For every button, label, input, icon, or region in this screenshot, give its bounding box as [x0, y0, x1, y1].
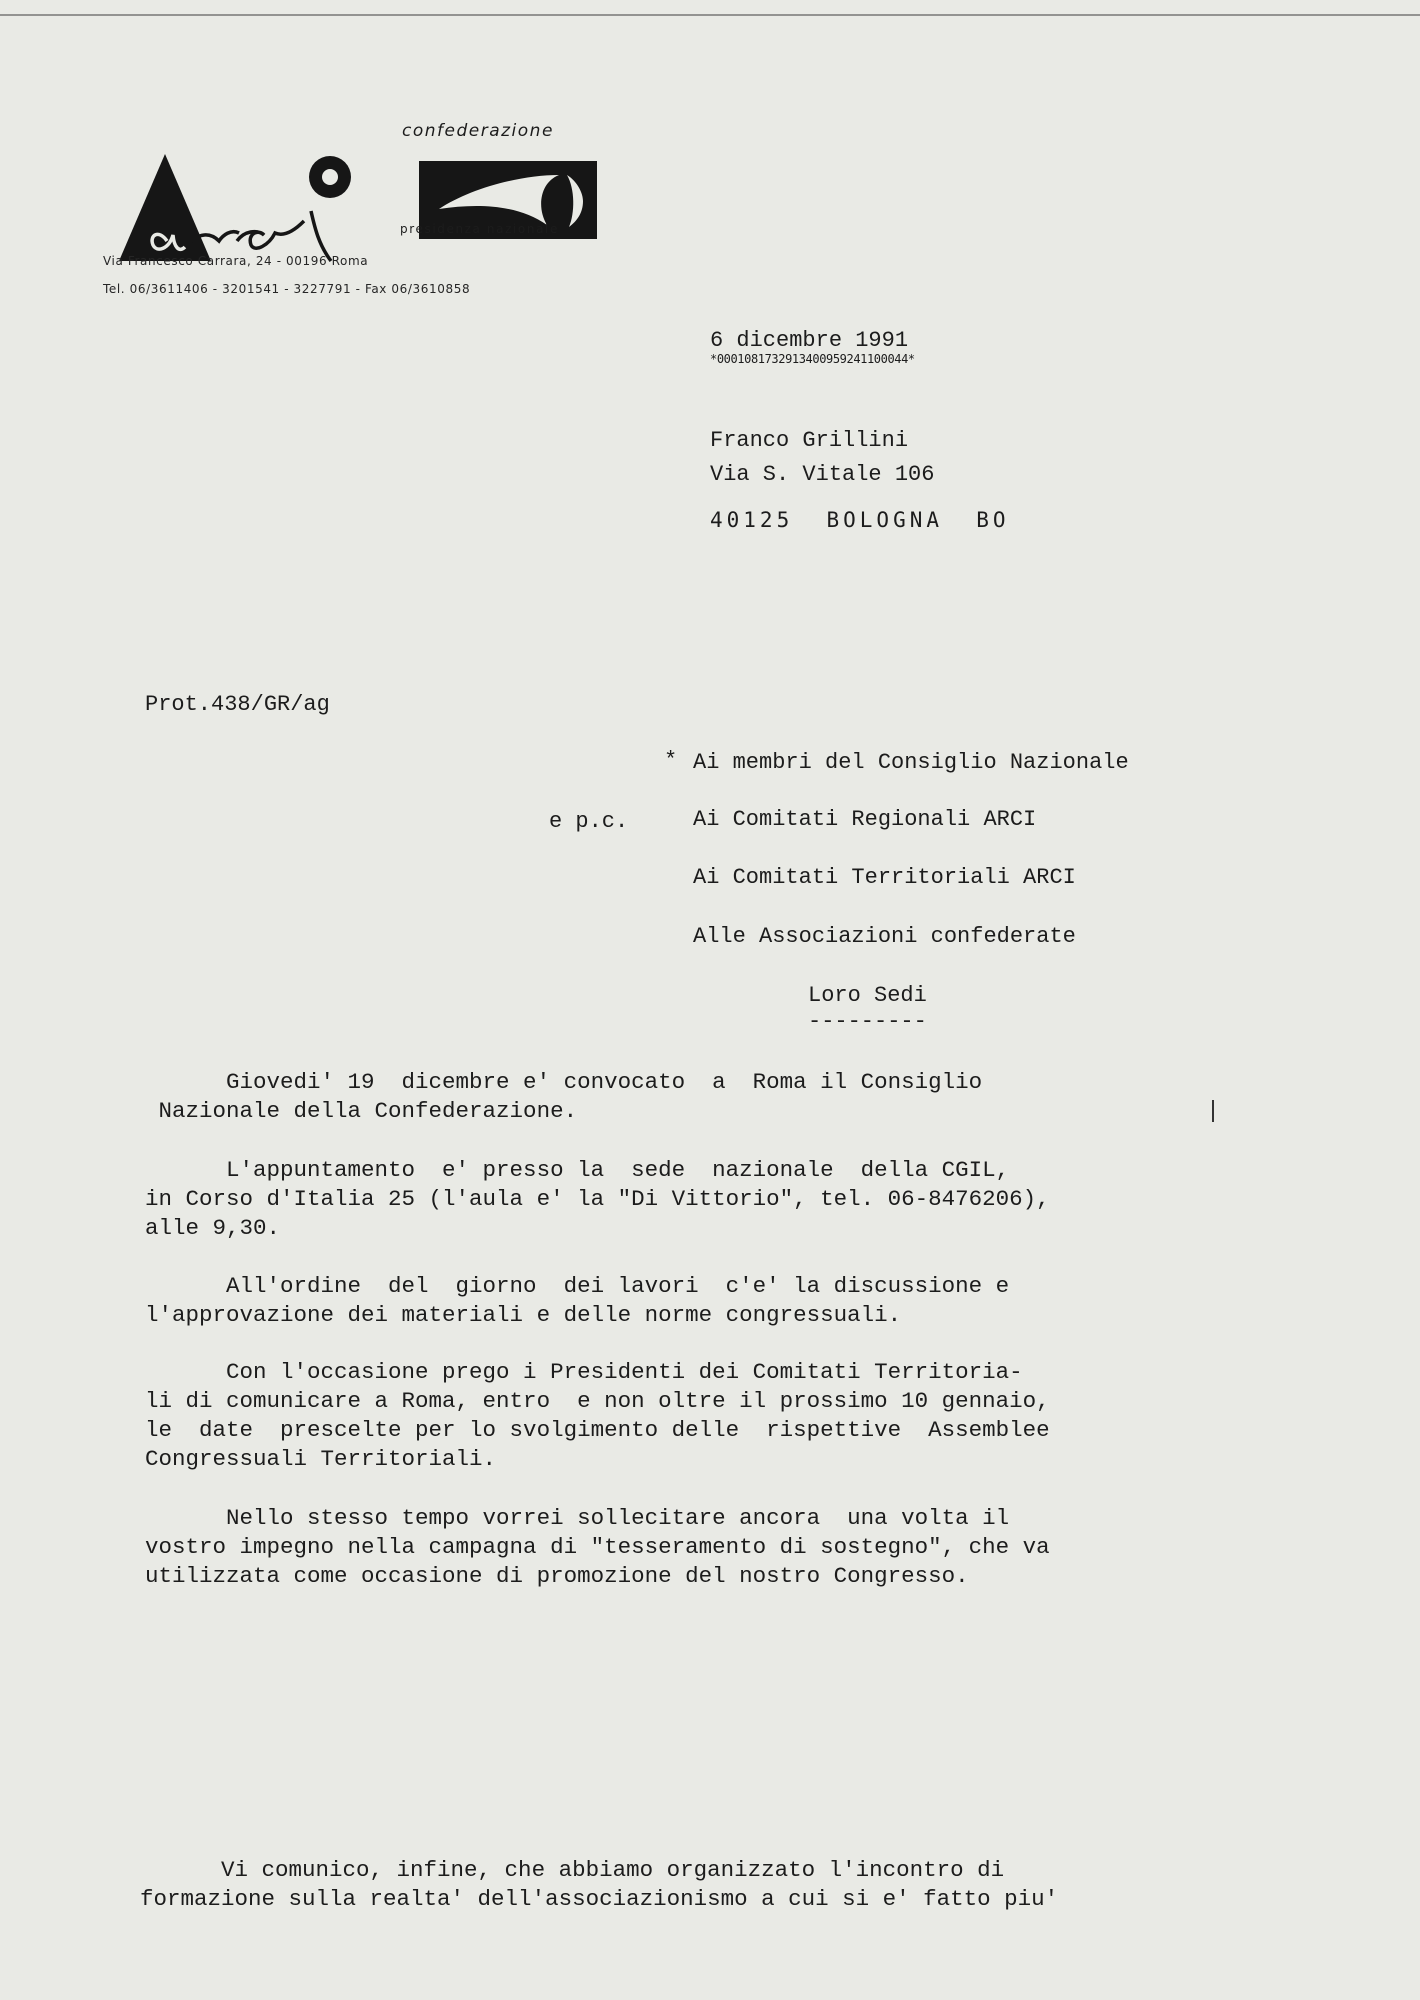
letterhead-address: Via Francesco Carrara, 24 - 00196 Roma	[103, 254, 369, 268]
cc-label: e p.c.	[549, 809, 629, 834]
paragraph-3: All'ordine del giorno dei lavori c'e' la discussione e l'approvazione dei materiali e delle norme congressuali.	[145, 1273, 1010, 1328]
recipient-name: Franco Grillini	[710, 428, 909, 453]
scan-top-edge	[0, 14, 1420, 16]
paragraph-4: Con l'occasione prego i Presidenti dei Comitati Territoria- li di comunicare a Roma, entro e non oltre il prossimo 10 gennaio, le date prescelte per lo svolgimento delle rispettive Assemblee Congressuali Territoriali.	[145, 1359, 1050, 1472]
paragraph-5: Nello stesso tempo vorrei sollecitare ancora una volta il vostro impegno nella campagna di "tesseramento di sostegno", che va utilizzata come occasione di promozione del nostro Congresso.	[145, 1505, 1050, 1589]
confederation-logo	[400, 142, 578, 220]
presidency-label: presidenza nazionale	[400, 222, 559, 236]
recipient-city: 40125 BOLOGNA BO	[710, 508, 1010, 532]
arci-logo-mark	[119, 149, 369, 269]
addressee-cc-1: Ai Comitati Regionali ARCI	[693, 807, 1037, 832]
star-mark: *	[664, 748, 678, 773]
letterhead-phone: Tel. 06/3611406 - 3201541 - 3227791 - Fax 06/3610858	[103, 282, 471, 296]
confederation-label: confederazione	[402, 121, 554, 141]
protocol-number: Prot.438/GR/ag	[145, 692, 330, 717]
closing-rule: ---------	[808, 1009, 927, 1034]
paragraph-1: Giovedi' 19 dicembre e' convocato a Roma il Consiglio Nazionale della Confederazione.	[158, 1069, 983, 1124]
paragraph-6: Vi comunico, infine, che abbiamo organizzato l'incontro di formazione sulla realta' dell'associazionismo a cui si e' fatto piu'	[140, 1857, 1059, 1912]
paragraph-2: L'appuntamento e' presso la sede nazionale della CGIL, in Corso d'Italia 25 (l'aula e' la "Di Vittorio", tel. 06-8476206), alle 9,30.	[145, 1157, 1050, 1241]
recipient-street: Via S. Vitale 106	[710, 462, 935, 487]
letter-date: 6 dicembre 1991	[710, 328, 909, 353]
addressee-cc-2: Ai Comitati Territoriali ARCI	[693, 865, 1076, 890]
addressee-primary: Ai membri del Consiglio Nazionale	[693, 750, 1129, 775]
arci-logo	[100, 130, 350, 250]
addressee-closing: Loro Sedi	[808, 983, 927, 1008]
archive-barcode: *0001081732913400959241100044*	[710, 352, 915, 366]
margin-mark	[1212, 1100, 1214, 1122]
addressee-cc-3: Alle Associazioni confederate	[693, 924, 1076, 949]
